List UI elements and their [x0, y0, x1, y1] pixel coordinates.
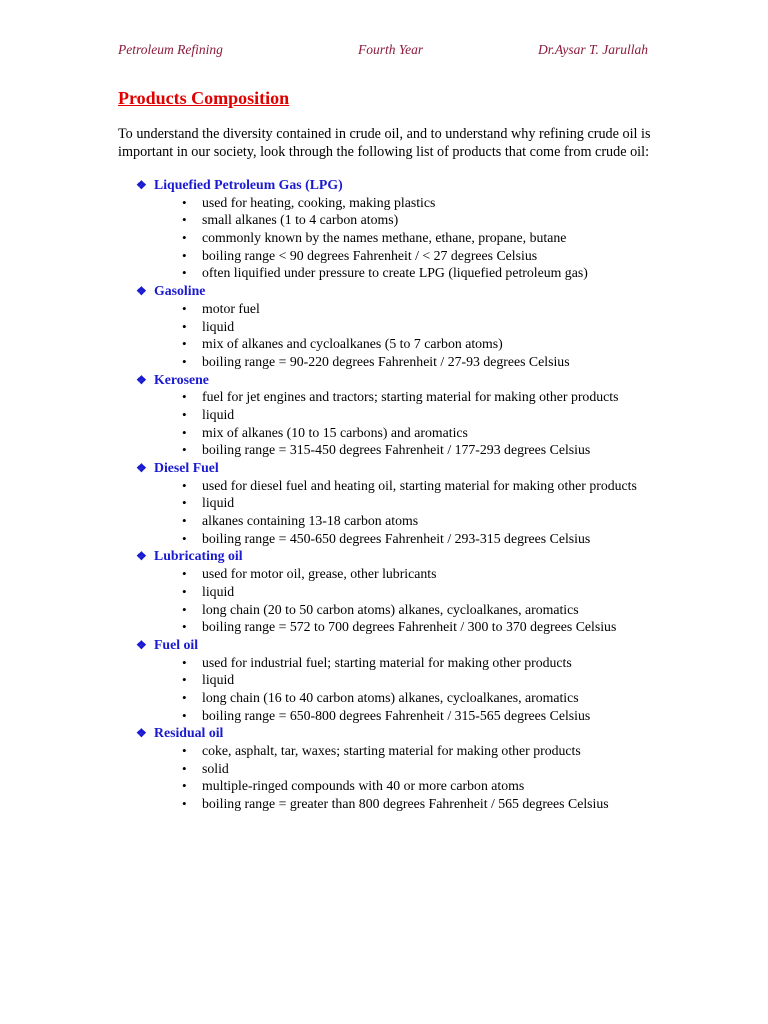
list-item — [136, 689, 696, 707]
page-title: Products Composition — [118, 88, 290, 108]
product-heading-text: Lubricating oil — [154, 548, 243, 564]
list-item-text: alkanes containing 13-18 carbon atoms — [202, 513, 419, 529]
bullet-icon: • — [182, 619, 187, 635]
header-author: Dr.Aysar T. Jarullah — [537, 42, 648, 57]
list-item — [136, 424, 696, 442]
list-item-text: used for heating, cooking, making plastics — [202, 194, 436, 210]
bullet-icon: • — [182, 796, 187, 812]
bullet-icon: • — [182, 247, 187, 263]
list-item-text: small alkanes (1 to 4 carbon atoms) — [202, 212, 399, 228]
list-item-text: mix of alkanes and cycloalkanes (5 to 7 carbon atoms) — [202, 336, 503, 352]
list-item — [136, 264, 696, 282]
list-item — [136, 512, 696, 530]
product-section — [136, 176, 696, 282]
diamond-bullet-icon: ❖ — [136, 637, 147, 652]
page-header — [118, 42, 648, 60]
product-properties — [136, 742, 696, 813]
list-item-text: boiling range = 572 to 700 degrees Fahrenheit / 300 to 370 degrees Celsius — [202, 619, 617, 635]
product-section — [136, 459, 696, 547]
list-item — [136, 300, 696, 318]
product-properties — [136, 477, 696, 548]
bullet-icon: • — [182, 672, 187, 688]
list-item — [136, 742, 696, 760]
bullet-icon: • — [182, 583, 187, 599]
list-item — [136, 194, 696, 212]
product-section — [136, 371, 696, 459]
list-item-text: liquid — [202, 672, 235, 688]
bullet-icon: • — [182, 265, 187, 281]
list-item-text: multiple-ringed compounds with 40 or more carbon atoms — [202, 778, 525, 794]
product-heading — [136, 547, 696, 565]
product-heading-text: Fuel oil — [154, 636, 199, 652]
list-item — [136, 618, 696, 636]
bullet-icon: • — [182, 477, 187, 493]
list-item-text: boiling range < 90 degrees Fahrenheit / < 27 degrees Celsius — [202, 247, 538, 263]
list-item-text: boiling range = 650-800 degrees Fahrenheit / 315-565 degrees Celsius — [202, 707, 591, 723]
list-item-text: coke, asphalt, tar, waxes; starting material for making other products — [202, 743, 581, 758]
list-item — [136, 795, 696, 813]
diamond-bullet-icon: ❖ — [136, 461, 147, 475]
bullet-icon: • — [182, 406, 187, 422]
bullet-icon: • — [182, 212, 187, 228]
product-section — [136, 636, 696, 724]
product-heading-text: Gasoline — [154, 283, 206, 299]
product-properties — [136, 654, 696, 725]
product-heading-text: Liquefied Petroleum Gas (LPG) — [154, 177, 343, 192]
diamond-bullet-icon: ❖ — [136, 372, 147, 387]
list-item — [136, 406, 696, 424]
list-item-text: boiling range = greater than 800 degrees Fahrenheit / 565 degrees Celsius — [202, 796, 609, 812]
list-item — [136, 229, 696, 247]
product-heading-text: Kerosene — [154, 371, 209, 387]
header-course: Petroleum Refining — [118, 42, 223, 57]
product-heading-text: Residual oil — [154, 725, 224, 741]
list-item — [136, 601, 696, 619]
list-item — [136, 654, 696, 672]
product-properties — [136, 565, 696, 636]
bullet-icon: • — [182, 194, 187, 210]
bullet-icon: • — [182, 760, 187, 776]
list-item — [136, 335, 696, 353]
list-item-text: mix of alkanes (10 to 15 carbons) and aromatics — [202, 424, 468, 440]
product-heading — [136, 282, 696, 300]
bullet-icon: • — [182, 601, 187, 617]
bullet-icon: • — [182, 318, 187, 334]
product-heading — [136, 459, 696, 477]
bullet-icon: • — [182, 654, 187, 670]
list-item — [136, 388, 696, 406]
list-item — [136, 494, 696, 512]
list-item — [136, 318, 696, 336]
bullet-icon: • — [182, 353, 187, 369]
bullet-icon: • — [182, 495, 187, 511]
list-item — [136, 441, 696, 459]
product-section — [136, 724, 696, 812]
intro-paragraph: To understand the diversity contained in crude oil, and to understand why refining crude oil is important in our society, look through the following list of products that come from crude oil: — [118, 126, 651, 160]
product-section — [136, 282, 696, 370]
bullet-icon: • — [182, 424, 187, 440]
list-item-text: long chain (20 to 50 carbon atoms) alkanes, cycloalkanes, aromatics — [202, 601, 579, 617]
list-item — [136, 707, 696, 725]
list-item — [136, 565, 696, 583]
bullet-icon: • — [182, 689, 187, 705]
list-item-text: boiling range = 315-450 degrees Fahrenheit / 177-293 degrees Celsius — [202, 442, 591, 458]
diamond-bullet-icon: ❖ — [136, 284, 147, 299]
list-item — [136, 477, 696, 495]
bullet-icon: • — [182, 336, 187, 352]
bullet-icon: • — [182, 778, 187, 794]
list-item — [136, 211, 696, 229]
list-item-text: liquid — [202, 406, 235, 422]
list-item — [136, 671, 696, 689]
product-heading — [136, 371, 696, 389]
list-item-text: liquid — [202, 318, 235, 334]
list-item-text: liquid — [202, 583, 235, 599]
list-item-text: fuel for jet engines and tractors; starting material for making other products — [202, 389, 619, 405]
list-item-text: motor fuel — [202, 300, 260, 316]
diamond-bullet-icon: ❖ — [136, 549, 147, 564]
product-heading — [136, 724, 696, 742]
list-item-text: solid — [202, 760, 229, 776]
bullet-icon: • — [182, 566, 187, 582]
product-section — [136, 547, 696, 635]
list-item-text: long chain (16 to 40 carbon atoms) alkanes, cycloalkanes, aromatics — [202, 689, 579, 705]
list-item-text: used for industrial fuel; starting material for making other products — [202, 654, 572, 670]
bullet-icon: • — [182, 530, 187, 546]
list-item — [136, 247, 696, 265]
diamond-bullet-icon: ❖ — [136, 178, 147, 192]
product-heading — [136, 636, 696, 654]
header-year: Fourth Year — [358, 42, 424, 57]
bullet-icon: • — [182, 230, 187, 246]
list-item-text: used for diesel fuel and heating oil, starting material for making other products — [202, 477, 637, 493]
product-heading — [136, 176, 696, 194]
product-properties — [136, 194, 696, 282]
bullet-icon: • — [182, 442, 187, 458]
list-item-text: used for motor oil, grease, other lubricants — [202, 566, 437, 582]
product-list — [136, 176, 696, 813]
product-properties — [136, 388, 696, 459]
diamond-bullet-icon: ❖ — [136, 726, 147, 741]
list-item-text: boiling range = 90-220 degrees Fahrenheit / 27-93 degrees Celsius — [202, 353, 570, 369]
list-item-text: often liquified under pressure to create LPG (liquefied petroleum gas) — [202, 265, 588, 281]
bullet-icon: • — [182, 300, 187, 316]
bullet-icon: • — [182, 513, 187, 529]
product-heading-text: Diesel Fuel — [154, 460, 219, 475]
list-item-text: liquid — [202, 495, 235, 511]
list-item-text: commonly known by the names methane, ethane, propane, butane — [202, 230, 567, 246]
list-item — [136, 583, 696, 601]
bullet-icon: • — [182, 707, 187, 723]
bullet-icon: • — [182, 743, 187, 758]
list-item — [136, 760, 696, 778]
list-item — [136, 353, 696, 371]
bullet-icon: • — [182, 389, 187, 405]
product-properties — [136, 300, 696, 371]
list-item-text: boiling range = 450-650 degrees Fahrenheit / 293-315 degrees Celsius — [202, 530, 591, 546]
list-item — [136, 777, 696, 795]
list-item — [136, 530, 696, 548]
